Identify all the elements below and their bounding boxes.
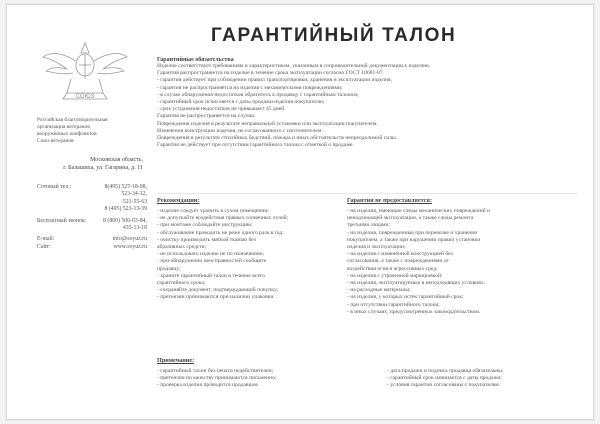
notes-right-text: - дата продажи и подпись продавца обязательны; - гарантийный срок начинается с даты продажи; - условия гарантии согласованы с покупателем. — [387, 368, 504, 389]
intro-heading: Гарантийные обязательства — [157, 57, 234, 63]
organization-block — [37, 117, 147, 251]
exclusions-text: - на изделия, имеющие следы механических повреждений и ненадлежащей эксплуатации, а также следы ремонта третьими лицами; - на изделия, поврежденные при перевозке и хранении покупателем, а также при нарушении правил установки изделия и эксплуатации; - на изделия с изменённой конструкцией без согласования, а также с повреждениями от воздействия огня и агрессивных сред; - на изделия с утраченной маркировкой; - на изделия, эксплуатируемые в неподходящих условиях; - на расходные материалы; - на изделия, у которых истёк гарантийный срок; - при отсутствии гарантийного талона; - в иных случаях, предусмотренных законодательством. — [347, 208, 491, 315]
intro-section — [157, 57, 577, 149]
intro-text: Изделие соответствует требованиям и характеристикам, указанным в сопроводительной документации к изделию. Гарантия распространяется на изделие в течение срока эксплуатации согласно ГОСТ 10681-87. - гарантия действует при соблюдении правил транспортировки, хранения и эксплуатации изделия; - гарантия не распространяется на изделия с механическими повреждениями; - в случае обнаружения недостатков обратитесь к продавцу с гарантийным талоном; - гарантийный срок исчисляется с даты продажи изделия покупателю; - срок устранения недостатков не превышает 45 дней. Гарантия не распространяется на случаи: Повреждения изделия в результате неправильной установки или эксплуатации покупателем. Изменения конструкции изделия, не согласованного с изготовителем. Повреждения в результате стихийных бедствий, пожара и иных обстоятельств непреодолимой силы. Гарантия не действует при отсутствии гарантийного талона с отметкой о продаже. — [157, 63, 431, 149]
recommendations-heading: Рекомендации: — [157, 197, 200, 204]
organization-name: Российская благотворительная организация ветеранов вооружённых конфликтов Союз ветеранов — [37, 117, 108, 144]
exclusions-section — [347, 197, 577, 316]
contact-row: 521-55-63 — [122, 198, 147, 205]
contact-row: 8 (495) 523-13-39 — [104, 206, 147, 213]
notes-left-text: - гарантийный талон без печати недействителен; - претензии по качеству принимаются письменно; - проверка изделия проводится продавцом. — [157, 368, 277, 389]
contact-row: 523-34-12, — [121, 191, 147, 198]
logo-caption: СОЮЗ — [75, 94, 95, 100]
page-title: ГАРАНТИЙНЫЙ ТАЛОН — [211, 25, 457, 46]
contact-row: Сотовый тел.: 8(495) 527-18-08, — [37, 184, 147, 190]
notes-heading: Примечание: — [157, 357, 195, 364]
notes-section — [157, 357, 577, 390]
recommendations-section — [157, 197, 327, 302]
contact-row: E-mail: info@soyuz.ru — [37, 236, 147, 243]
emblem-logo — [37, 35, 133, 105]
exclusions-heading: Гарантия не предоставляется: — [347, 197, 432, 204]
section-divider — [157, 193, 577, 194]
warranty-sheet — [6, 4, 594, 420]
contact-row: 435-13-18 — [122, 225, 147, 232]
contact-row: Бесплатный звонок: 8 (800) 500-03-84, — [37, 217, 147, 224]
recommendations-text: - изделие следует хранить в сухом помещении; - не допускайте воздействия прямых солнечных лучей; - при монтаже соблюдайте инструкцию; - обслуживание проводить не реже одного раза в год; - очистку производить мягкой тканью без абразивных средств; - не использовать изделие не по назначению; - при обнаружении неисправностей сообщите продавцу; - храните гарантийный талон в течение всего гарантийного срока; - сохраняйте документ, подтверждающий покупку; - претензии принимаются при наличии упаковки. — [157, 208, 289, 301]
contact-row: Сайт: www.soyuz.ru — [37, 243, 147, 250]
organization-address: Московская область, г. Балашиха, ул. Гагарина, д. 11 — [63, 157, 143, 171]
contact-list — [37, 184, 147, 251]
